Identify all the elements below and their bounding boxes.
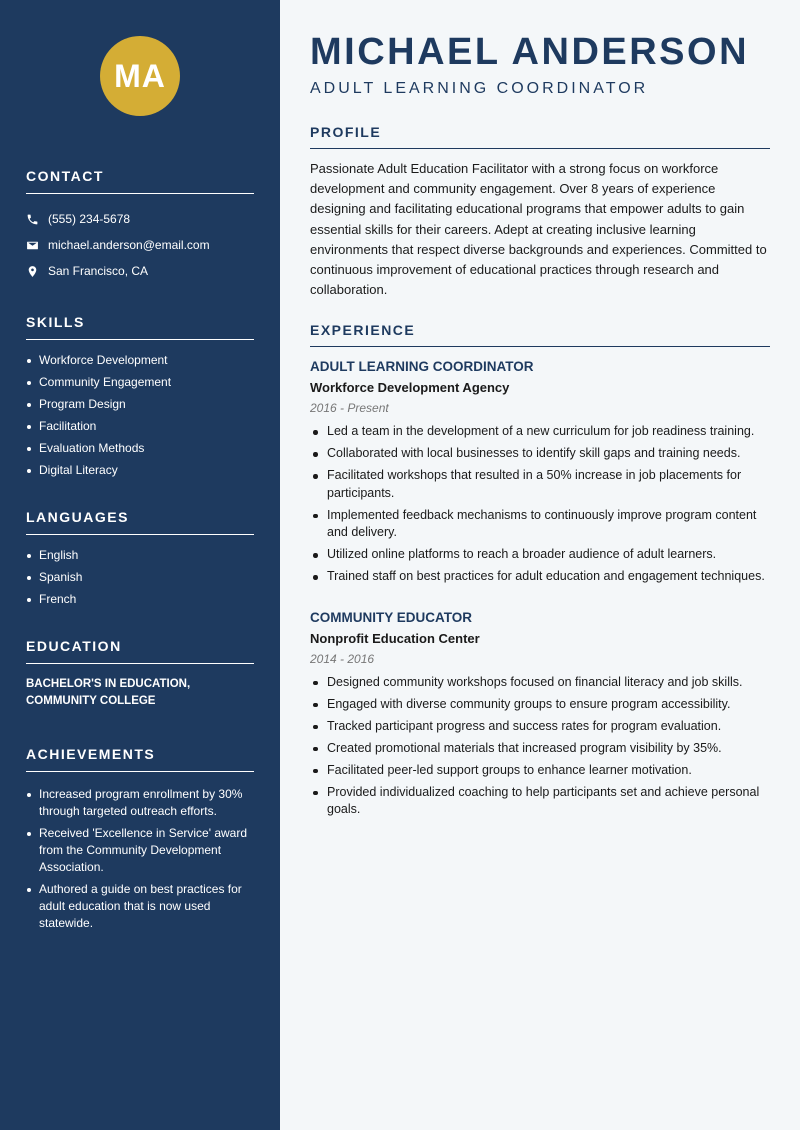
job-title: ADULT LEARNING COORDINATOR [310, 359, 534, 375]
achievements-list [26, 786, 254, 932]
contact-section [26, 168, 254, 284]
education-heading: EDUCATION [26, 638, 254, 664]
job-bullet: Trained staff on best practices for adult education and engagement techniques. [310, 568, 770, 586]
job-entry [310, 610, 770, 819]
contact-phone: (555) 234-5678 [48, 212, 131, 226]
profile-section [310, 124, 770, 300]
profile-text: Passionate Adult Education Facilitator with a strong focus on workforce development and community engagement. Over 8 years of experience designing and facilitating educational programs that empower adults to gain essential skills for their careers. Adept at creating inclusive learning environments that respect diverse backgrounds and experiences. Committed to continuous improvement of educational practices through research and collaboration. [310, 161, 767, 298]
achievement-item: Authored a guide on best practices for adult education that is now used statewide. [26, 881, 254, 932]
achievements-section [26, 746, 254, 932]
job-bullet: Collaborated with local businesses to identify skill gaps and training needs. [310, 445, 770, 463]
job-dates: 2016 - Present [310, 401, 389, 416]
job-bullet: Facilitated workshops that resulted in a 50% increase in job placements for participants. [310, 467, 770, 502]
job-title: COMMUNITY EDUCATOR [310, 609, 472, 625]
main-content [280, 0, 800, 1130]
skill-item: Community Engagement [26, 374, 254, 391]
job-bullets [310, 423, 770, 586]
candidate-role: ADULT LEARNING COORDINATOR [310, 80, 649, 97]
languages-section [26, 509, 254, 608]
email-icon [26, 239, 39, 252]
job-entry [310, 359, 770, 586]
contact-heading: CONTACT [26, 168, 254, 194]
job-bullet: Designed community workshops focused on financial literacy and job skills. [310, 674, 770, 692]
skills-section [26, 314, 254, 479]
phone-icon [26, 213, 39, 226]
skills-heading: SKILLS [26, 314, 254, 340]
job-dates: 2014 - 2016 [310, 651, 375, 666]
contact-location-row [26, 258, 254, 284]
contact-phone-row [26, 206, 254, 232]
job-bullet: Provided individualized coaching to help participants set and achieve personal goals. [310, 784, 770, 819]
achievements-heading: ACHIEVEMENTS [26, 746, 254, 772]
skill-item: Program Design [26, 396, 254, 413]
achievement-item: Increased program enrollment by 30% through targeted outreach efforts. [26, 786, 254, 820]
skill-item: Digital Literacy [26, 462, 254, 479]
avatar: MA [100, 36, 180, 116]
job-bullets [310, 674, 770, 819]
language-item: Spanish [26, 569, 254, 586]
job-company: Workforce Development Agency [310, 380, 510, 396]
job-bullet: Created promotional materials that increased program visibility by 35%. [310, 740, 770, 758]
languages-heading: LANGUAGES [26, 509, 254, 535]
candidate-name: MICHAEL ANDERSON [310, 31, 750, 73]
skills-list [26, 352, 254, 479]
experience-section [310, 322, 770, 819]
contact-email: michael.anderson@email.com [48, 238, 210, 252]
job-company: Nonprofit Education Center [310, 630, 480, 646]
skill-item: Facilitation [26, 418, 254, 435]
job-bullet: Utilized online platforms to reach a broader audience of adult learners. [310, 546, 770, 564]
language-item: English [26, 547, 254, 564]
achievement-item: Received 'Excellence in Service' award from the Community Development Association. [26, 825, 254, 876]
profile-heading: PROFILE [310, 124, 770, 149]
job-bullet: Facilitated peer-led support groups to enhance learner motivation. [310, 762, 770, 780]
education-section [26, 638, 254, 710]
sidebar [0, 0, 280, 1130]
education-degree: BACHELOR'S IN EDUCATION, COMMUNITY COLLEGE [26, 678, 191, 707]
job-bullet: Engaged with diverse community groups to ensure program accessibility. [310, 696, 770, 714]
experience-heading: EXPERIENCE [310, 322, 770, 347]
location-pin-icon [26, 265, 39, 278]
skill-item: Evaluation Methods [26, 440, 254, 457]
language-item: French [26, 591, 254, 608]
job-bullet: Implemented feedback mechanisms to continuously improve program content and delivery. [310, 507, 770, 542]
contact-email-row [26, 232, 254, 258]
contact-location: San Francisco, CA [48, 264, 149, 278]
job-bullet: Led a team in the development of a new curriculum for job readiness training. [310, 423, 770, 441]
skill-item: Workforce Development [26, 352, 254, 369]
job-bullet: Tracked participant progress and success rates for program evaluation. [310, 718, 770, 736]
languages-list [26, 547, 254, 608]
